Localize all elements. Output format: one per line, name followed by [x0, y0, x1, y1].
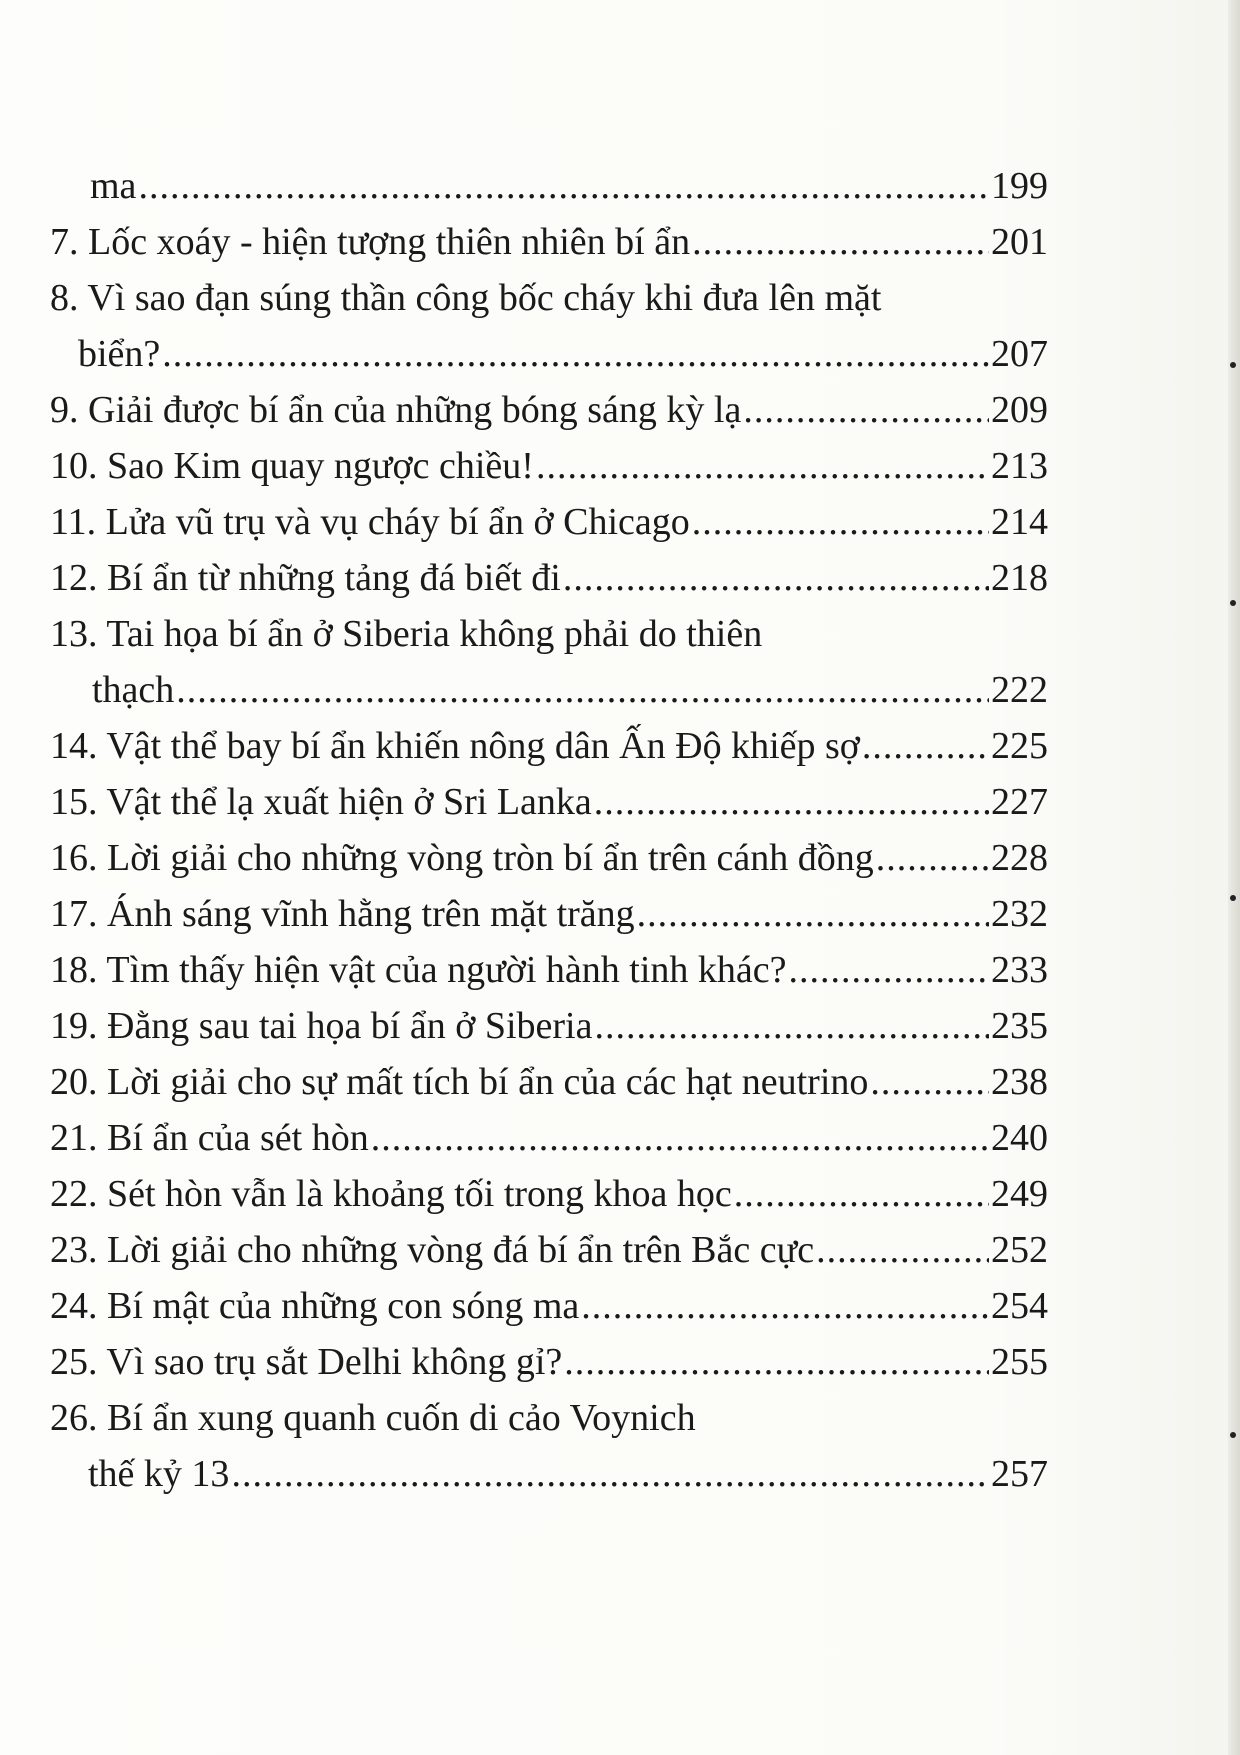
edge-mark — [1230, 1432, 1236, 1438]
toc-leader-dots — [594, 998, 989, 1054]
toc-entry-title: 21. Bí ẩn của sét hòn — [50, 1117, 369, 1159]
toc-entry — [50, 1110, 1048, 1166]
toc-entry — [50, 1054, 1048, 1110]
edge-mark — [1230, 895, 1236, 901]
toc-entry-title: 14. Vật thể bay bí ẩn khiến nông dân Ấn Độ khiếp sợ — [50, 725, 860, 767]
toc-entry — [50, 382, 1048, 438]
toc-leader-dots — [734, 1166, 989, 1222]
toc-entry-title: 13. Tai họa bí ẩn ở Siberia không phải do thiên — [50, 613, 763, 655]
toc-entry — [50, 718, 1048, 774]
toc-entry-title: 19. Đằng sau tai họa bí ẩn ở Siberia — [50, 1005, 593, 1047]
toc-page-number: 238 — [991, 1061, 1048, 1103]
toc-page-number: 209 — [991, 389, 1048, 431]
toc-leader-dots — [371, 1110, 989, 1166]
toc-entry — [50, 1278, 1048, 1334]
toc-page-number: 254 — [991, 1285, 1048, 1327]
toc-entry — [50, 270, 1048, 326]
toc-entry-title: 16. Lời giải cho những vòng tròn bí ẩn trên cánh đồng — [50, 837, 874, 879]
toc-leader-dots — [637, 886, 989, 942]
toc-entry — [50, 438, 1048, 494]
edge-mark — [1230, 600, 1236, 606]
toc-entry — [50, 774, 1048, 830]
toc-entry-title: 18. Tìm thấy hiện vật của người hành tinh khác? — [50, 949, 787, 991]
toc-entry — [50, 998, 1048, 1054]
toc-entry-title: thế kỷ 13 — [88, 1453, 230, 1495]
toc-entry — [50, 606, 1048, 662]
toc-page-number: 225 — [991, 725, 1048, 767]
toc-entry — [50, 550, 1048, 606]
toc-page-number: 257 — [991, 1453, 1048, 1495]
toc-leader-dots — [816, 1222, 989, 1278]
toc-leader-dots — [563, 550, 989, 606]
toc-entry-title: 23. Lời giải cho những vòng đá bí ẩn trên Bắc cực — [50, 1229, 815, 1271]
toc-leader-dots — [564, 1334, 989, 1390]
toc-leader-dots — [536, 438, 989, 494]
toc-entry — [50, 830, 1048, 886]
toc-entry-title: 25. Vì sao trụ sắt Delhi không gỉ? — [50, 1341, 563, 1383]
page-edge — [1228, 0, 1240, 1755]
toc-page-number: 228 — [991, 837, 1048, 879]
toc-page-number: 218 — [991, 557, 1048, 599]
toc-entry-title: 11. Lửa vũ trụ và vụ cháy bí ẩn ở Chicago — [50, 501, 690, 543]
toc-page-number: 214 — [991, 501, 1048, 543]
toc-entry — [50, 1390, 1048, 1446]
toc-page-number: 235 — [991, 1005, 1048, 1047]
toc-entry — [50, 1166, 1048, 1222]
toc-page-number: 233 — [991, 949, 1048, 991]
toc-entry-title: 24. Bí mật của những con sóng ma — [50, 1285, 580, 1327]
toc-page-number: 232 — [991, 893, 1048, 935]
toc-leader-dots — [788, 942, 989, 998]
toc-leader-dots — [594, 774, 989, 830]
toc-page-number: 252 — [991, 1229, 1048, 1271]
toc-entry — [50, 214, 1048, 270]
toc-page-number: 249 — [991, 1173, 1048, 1215]
toc-entry — [50, 326, 1048, 382]
toc-leader-dots — [870, 1054, 989, 1110]
toc-leader-dots — [692, 214, 989, 270]
toc-entry-title: 15. Vật thể lạ xuất hiện ở Sri Lanka — [50, 781, 592, 823]
toc-entry — [50, 1446, 1048, 1502]
toc-page-number: 240 — [991, 1117, 1048, 1159]
toc-entry-title: 9. Giải được bí ẩn của những bóng sáng kỳ lạ — [50, 389, 742, 431]
toc-entry-title: 17. Ánh sáng vĩnh hằng trên mặt trăng — [50, 893, 635, 935]
toc-entry — [50, 662, 1048, 718]
toc-leader-dots — [876, 830, 989, 886]
toc-entry-title: 10. Sao Kim quay ngược chiều! — [50, 445, 534, 487]
toc-entry — [50, 1222, 1048, 1278]
toc-entry-title: 12. Bí ẩn từ những tảng đá biết đi — [50, 557, 561, 599]
toc-entry-title: 22. Sét hòn vẫn là khoảng tối trong khoa học — [50, 1173, 732, 1215]
toc-page-number: 201 — [991, 221, 1048, 263]
toc-page-number: 222 — [991, 669, 1048, 711]
toc-entry-title: ma — [90, 165, 137, 207]
toc-entry — [50, 158, 1048, 214]
toc-entry-title: 7. Lốc xoáy - hiện tượng thiên nhiên bí ẩn — [50, 221, 691, 263]
toc-entry — [50, 886, 1048, 942]
toc-leader-dots — [138, 158, 989, 214]
toc-leader-dots — [581, 1278, 989, 1334]
toc-page-number: 255 — [991, 1341, 1048, 1383]
toc-page-number: 213 — [991, 445, 1048, 487]
toc-entry-title: thạch — [92, 669, 175, 711]
toc-leader-dots — [692, 494, 989, 550]
toc-leader-dots — [162, 326, 989, 382]
toc-page-number: 227 — [991, 781, 1048, 823]
toc-entry-title: 20. Lời giải cho sự mất tích bí ẩn của các hạt neutrino — [50, 1061, 869, 1103]
toc-entry-title: 26. Bí ẩn xung quanh cuốn di cảo Voynich — [50, 1397, 696, 1439]
toc-leader-dots — [176, 662, 989, 718]
toc-entry-title: biển? — [78, 333, 161, 375]
edge-mark — [1230, 362, 1236, 368]
toc-entry — [50, 494, 1048, 550]
toc-entry — [50, 942, 1048, 998]
toc-leader-dots — [862, 718, 989, 774]
toc-page-number: 207 — [991, 333, 1048, 375]
toc-page-number: 199 — [991, 165, 1048, 207]
toc-entry-title: 8. Vì sao đạn súng thần công bốc cháy khi đưa lên mặt — [50, 277, 882, 319]
toc-entry — [50, 1334, 1048, 1390]
toc-leader-dots — [231, 1446, 989, 1502]
toc-leader-dots — [743, 382, 989, 438]
